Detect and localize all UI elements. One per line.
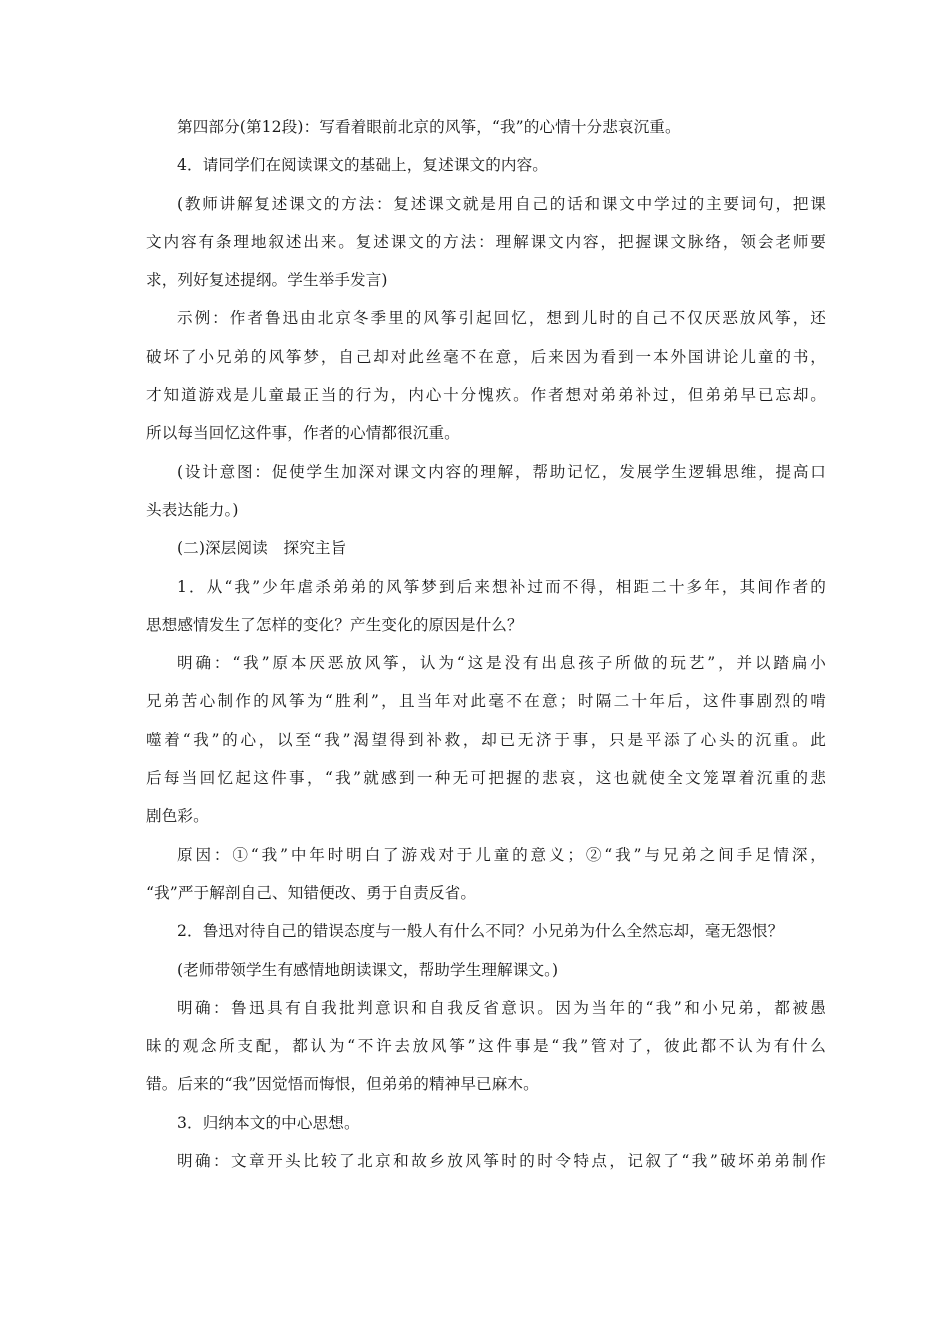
section-heading: (二)深层阅读 探究主旨 [177,539,347,558]
document-page [146,108,826,1180]
text-line: 剧色彩。 [146,807,209,826]
text-line: 明确：“我”原本厌恶放风筝，认为“这是没有出息孩子所做的玩艺”，并以踏扁小 [177,654,826,673]
text-line: 第四部分(第12段)：写看着眼前北京的风筝，“我”的心情十分悲哀沉重。 [177,118,681,136]
text-line: “我”严于解剖自己、知错便改、勇于自责反省。 [146,883,477,902]
text-line: 昧的观念所支配，都认为“不许去放风筝”这件事是“我”管对了，彼此都不认为有什么 [146,1037,826,1056]
text-line: 头表达能力。) [146,500,239,519]
text-line: 兄弟苦心制作的风筝为“胜利”，且当年对此毫不在意；时隔二十年后，这件事剧烈的啃 [146,692,826,711]
text-line: (老师带领学生有感情地朗读课文，帮助学生理解课文。) [177,960,559,979]
text-line: 3．归纳本文的中心思想。 [177,1113,360,1132]
text-line: (教师讲解复述课文的方法：复述课文就是用自己的话和课文中学过的主要词句，把课 [177,194,826,213]
text-line: 1．从“我”少年虐杀弟弟的风筝梦到后来想补过而不得，相距二十多年，其间作者的 [177,577,826,596]
text-line: 4．请同学们在阅读课文的基础上，复述课文的内容。 [177,156,548,175]
text-line: 所以每当回忆这件事，作者的心情都很沉重。 [146,424,460,443]
text-line: 才知道游戏是儿童最正当的行为，内心十分愧疚。作者想对弟弟补过，但弟弟早已忘却。 [146,386,826,405]
text-line: (设计意图：促使学生加深对课文内容的理解，帮助记忆，发展学生逻辑思维，提高口 [177,462,826,481]
text-line: 文内容有条理地叙述出来。复述课文的方法：理解课文内容，把握课文脉络，领会老师要 [146,232,826,251]
text-line: 2．鲁迅对待自己的错误态度与一般人有什么不同？小兄弟为什么全然忘却，毫无怨恨？ [177,922,784,941]
text-line: 原因：①“我”中年时明白了游戏对于儿童的意义；②“我”与兄弟之间手足情深， [177,845,826,864]
text-line: 明确：鲁迅具有自我批判意识和自我反省意识。因为当年的“我”和小兄弟，都被愚 [177,998,826,1017]
text-line: 示例：作者鲁迅由北京冬季里的风筝引起回忆，想到儿时的自己不仅厌恶放风筝，还 [177,309,826,328]
text-line: 求，列好复述提纲。学生举手发言) [146,271,388,290]
text-line: 后每当回忆起这件事，“我”就感到一种无可把握的悲哀，这也就使全文笼罩着沉重的悲 [146,769,826,788]
text-line: 思想感情发生了怎样的变化？产生变化的原因是什么？ [146,615,523,634]
text-line: 噬着“我”的心，以至“我”渴望得到补救，却已无济于事，只是平添了心头的沉重。此 [146,730,826,749]
text-line: 错。后来的“我”因觉悟而悔恨，但弟弟的精神早已麻木。 [146,1075,539,1094]
text-line: 明确：文章开头比较了北京和故乡放风筝时的时令特点，记叙了“我”破坏弟弟制作 [177,1152,826,1171]
text-line: 破坏了小兄弟的风筝梦，自己却对此丝毫不在意，后来因为看到一本外国讲论儿童的书， [146,347,826,366]
